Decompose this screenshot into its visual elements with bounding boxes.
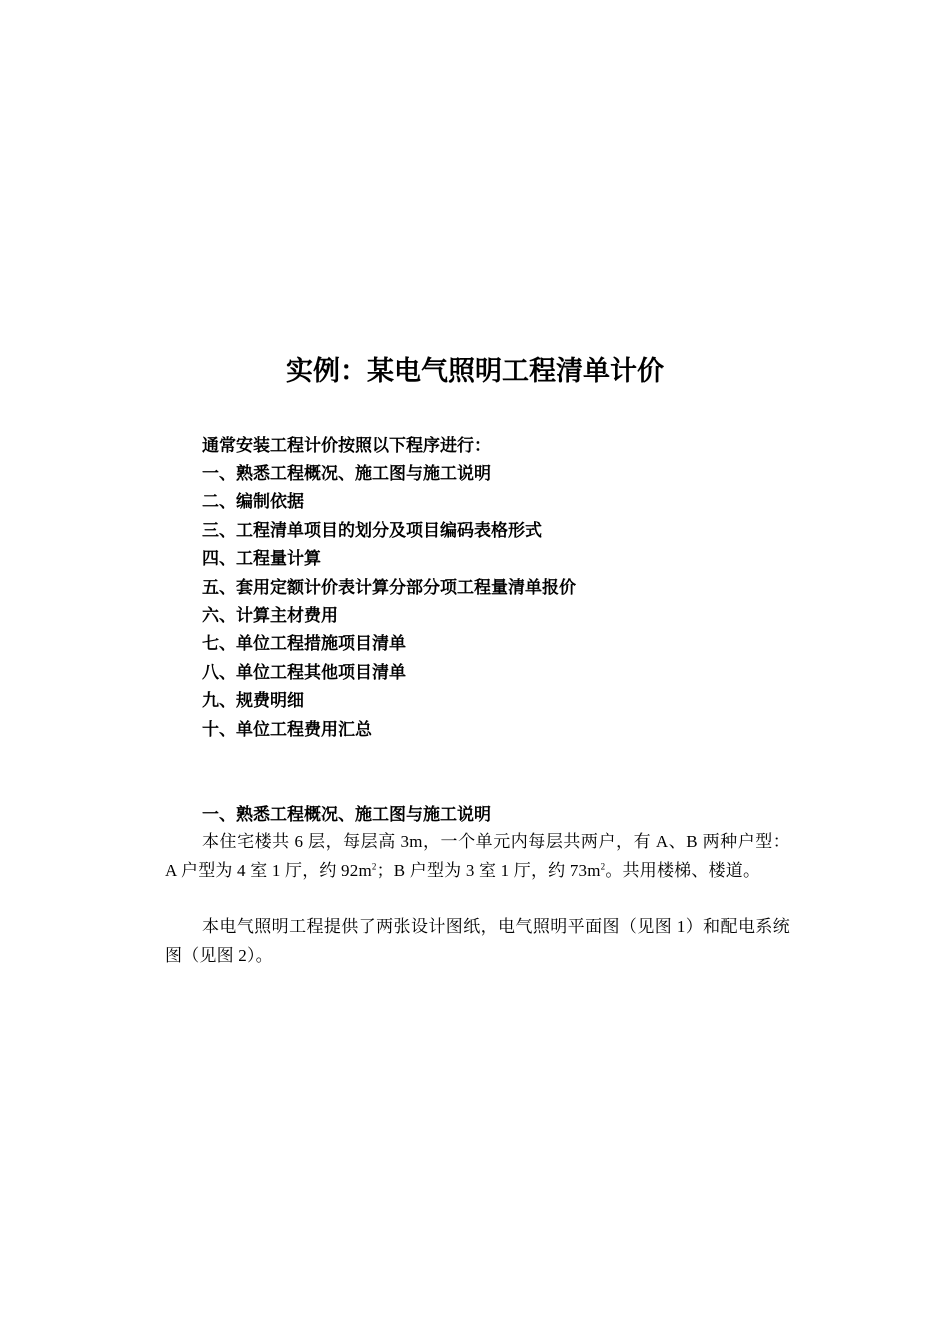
procedure-step: 十、单位工程费用汇总 (202, 719, 372, 740)
procedure-step: 三、工程清单项目的划分及项目编码表格形式 (202, 520, 542, 541)
procedure-step: 五、套用定额计价表计算分部分项工程量清单报价 (202, 577, 576, 598)
overview-text-part: 本住宅楼共 6 层，每层高 3m，一个单元内每层共两户，有 A、B 两种户型：A 户型为 4 室 1 厅，约 92m (165, 832, 790, 880)
overview-text-part: ；B 户型为 3 室 1 厅，约 73m (376, 860, 601, 880)
procedure-step: 一、熟悉工程概况、施工图与施工说明 (202, 464, 491, 484)
superscript-two: 2 (600, 860, 606, 871)
section-heading: 一、熟悉工程概况、施工图与施工说明 (202, 805, 491, 825)
drawings-paragraph: 本电气照明工程提供了两张设计图纸，电气照明平面图（见图 1）和配电系统图（见图 2）。 (165, 917, 790, 965)
procedure-step: 六、计算主材费用 (202, 606, 338, 627)
project-overview-paragraph (165, 828, 790, 885)
overview-text-part: 。共用楼梯、楼道。 (605, 860, 761, 880)
procedure-step: 七、单位工程措施项目清单 (202, 634, 406, 655)
procedure-list (202, 460, 576, 744)
procedure-step: 九、规费明细 (202, 691, 304, 712)
document-title: 实例：某电气照明工程清单计价 (286, 356, 664, 387)
procedure-step: 四、工程量计算 (202, 549, 321, 570)
procedure-step: 八、单位工程其他项目清单 (202, 662, 406, 683)
procedure-step: 二、编制依据 (202, 492, 304, 513)
procedure-intro: 通常安装工程计价按照以下程序进行： (202, 436, 491, 456)
superscript-two: 2 (371, 860, 377, 871)
